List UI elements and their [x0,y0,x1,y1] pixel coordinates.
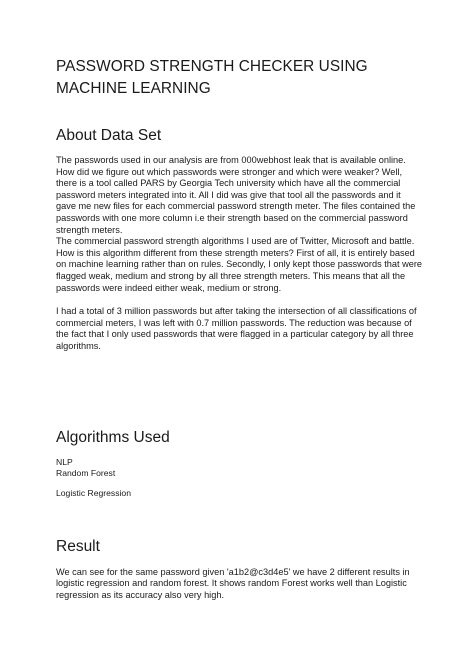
document-content [56,56,422,601]
about-paragraph-2: The commercial password strength algorithms I used are of Twitter, Microsoft and battle. How is this algorithm different from these strength meters? First of all, it is entirely based on machine learning rather than on rules. Secondly, I only kept those passwords that were flagged weak, medium and strong by all three strength meters. This means that all the passwords were indeed either weak, medium or strong. [56,236,423,293]
about-paragraph-3: I had a total of 3 million passwords but after taking the intersection of all classifications of commercial meters, I was left with 0.7 million passwords. The reduction was because of the fact that I only used passwords that were flagged in a particular category by all three algorithms. [56,306,417,351]
result-paragraph: We can see for the same password given 'a1b2@c3d4e5' we have 2 different results in logistic regression and random forest. It shows random Forest works well than Logistic regression as its accuracy also very high. [56,566,410,600]
about-paragraph-1: The passwords used in our analysis are from 000webhost leak that is available online. How did we figure out which passwords were stronger and which were weaker? Well, there is a tool called PARS by Georgia Tech university which have all the commercial password meters integrated into it. All I did was give that tool all the passwords and it gave me new files for each commercial password strength meter. The files contained the passwords with one more column i.e their strength based on the commercial password strength meters. [56,155,416,235]
algorithm-item-random-forest: Random Forest [56,467,116,478]
document-title: PASSWORD STRENGTH CHECKER USING MACHINE LEARNING [56,58,368,97]
result-section [56,537,422,602]
algorithms-used-heading: Algorithms Used [56,428,170,446]
about-data-set-section [56,126,422,353]
about-data-set-heading: About Data Set [56,127,162,144]
result-heading: Result [56,537,100,555]
algorithms-used-section [56,428,422,499]
algorithms-list [56,457,422,499]
algorithm-item-logistic-regression: Logistic Regression [56,487,131,498]
algorithm-item-nlp: NLP [56,456,73,467]
